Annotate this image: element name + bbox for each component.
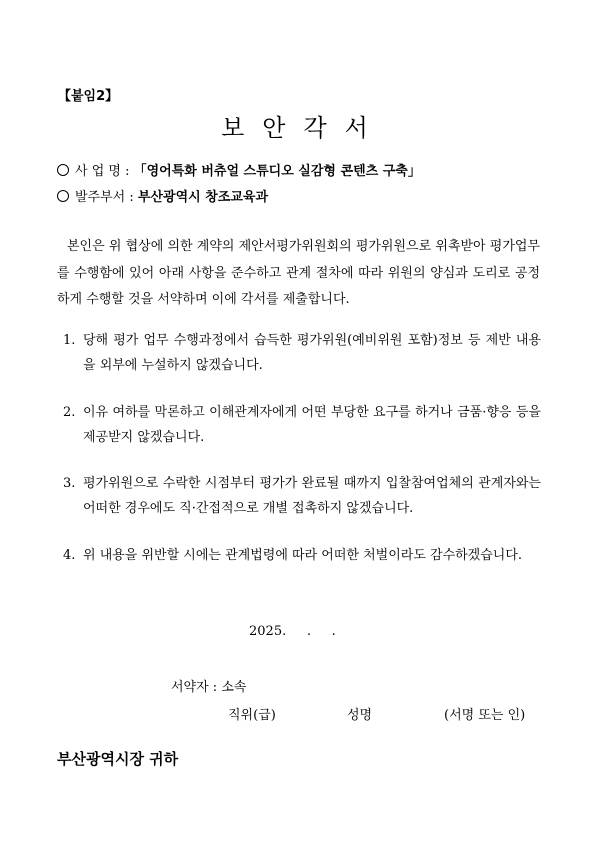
pledge-item-1 [63,329,541,378]
item-text: 이유 여하를 막론하고 이해관계자에게 어떤 부당한 요구를 하거나 금품·향응 등을 제공받지 않겠습니다. [83,405,541,445]
pledge-item-3 [63,472,541,521]
project-label: 사 업 명 : [75,164,130,179]
department-value: 부산광역시 창조교육과 [137,190,268,205]
document-title: 보안각서 [221,114,386,142]
signer-name: 성명 [347,708,373,723]
item-number: 3. [63,476,76,491]
item-text: 위 내용을 위반할 시에는 관계법령에 따라 어떠한 처벌이라도 감수하겠습니다. [83,548,523,563]
signature-seal-label: (서명 또는 인) [444,708,526,723]
attachment-label: 【붙임2】 [58,89,119,104]
item-text: 평가위원으로 수락한 시점부터 평가가 완료될 때까지 입찰참여업체의 관계자와는 어떠한 경우에도 직·간접적으로 개별 접촉하지 않겠습니다. [83,476,541,516]
item-text: 당해 평가 업무 수행과정에서 습득한 평가위원(예비위원 포함)정보 등 제반 내용을 외부에 누설하지 않겠습니다. [83,333,541,373]
pledge-item-2 [63,401,541,450]
item-number: 1. [63,333,76,348]
signer-position: 직위(급) [228,708,276,723]
circle-bullet-icon [57,190,69,202]
department-label: 발주부서 : [75,190,134,205]
project-row [57,160,421,179]
addressee: 부산광역시장 귀하 [57,750,179,768]
pledge-item-4 [63,544,541,569]
project-value: 「영어특화 버츄얼 스튜디오 실감형 콘텐츠 구축」 [133,164,421,179]
item-number: 4. [63,548,76,563]
circle-bullet-icon [57,164,69,176]
signer-affiliation: 서약자 : 소속 [171,680,247,695]
date-field: 2025. . . [249,624,336,639]
department-row [57,186,268,205]
intro-paragraph: 본인은 위 협상에 의한 계약의 제안서평가위원회의 평가위원으로 위촉받아 평가업무를 수행함에 있어 아래 사항을 준수하고 관계 절차에 따라 위원의 양심과 도리로 공정하게 수행할 것을 서약하며 이에 각서를 제출합니다. [57,239,540,307]
item-number: 2. [63,405,76,420]
